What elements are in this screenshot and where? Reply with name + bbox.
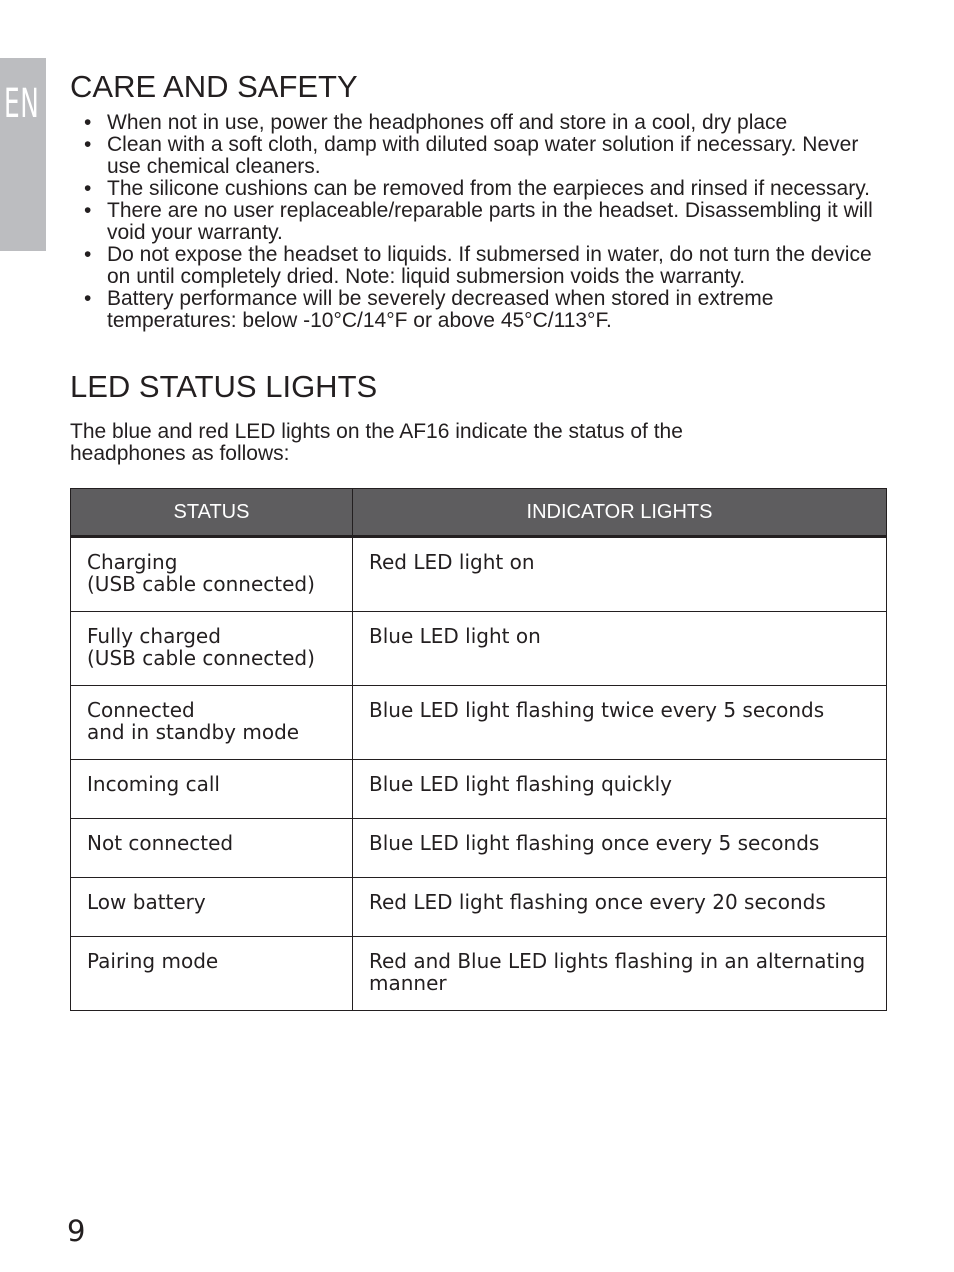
status-cell: [71, 937, 353, 1011]
status-column-header: STATUS: [71, 489, 353, 537]
care-item-text: Clean with a soft cloth, damp with diluted soap water solution if necessary. Never use chemical cleaners.: [107, 133, 859, 178]
status-line: Connected: [87, 698, 195, 722]
table-row: [71, 612, 887, 686]
led-heading: LED STATUS LIGHTS: [70, 369, 378, 404]
care-item: [70, 244, 886, 288]
table-row: [71, 686, 887, 760]
indicator-cell: Blue LED light flashing twice every 5 seconds: [353, 686, 887, 760]
status-line: Incoming call: [87, 772, 220, 796]
status-line: Fully charged: [87, 624, 221, 648]
care-item: [70, 200, 886, 244]
care-heading: CARE AND SAFETY: [70, 69, 358, 104]
indicator-cell: Blue LED light flashing once every 5 seconds: [353, 819, 887, 878]
table-row: [71, 537, 887, 612]
indicator-cell: Blue LED light on: [353, 612, 887, 686]
status-cell: [71, 819, 353, 878]
care-item-text: Battery performance will be severely decreased when stored in extreme temperatures: below -10°C/14°F or above 45°C/113°F.: [107, 287, 774, 332]
status-line: (USB cable connected): [87, 572, 315, 596]
table-row: [71, 878, 887, 937]
indicator-cell: Blue LED light flashing quickly: [353, 760, 887, 819]
status-cell: [71, 612, 353, 686]
status-cell: [71, 878, 353, 937]
bullet: •: [84, 287, 92, 310]
table-row: [71, 937, 887, 1011]
language-tab-label: EN: [4, 81, 40, 127]
care-item-text: The silicone cushions can be removed from the earpieces and rinsed if necessary.: [107, 177, 871, 200]
status-line: Charging: [87, 550, 178, 574]
status-line: Pairing mode: [87, 949, 219, 973]
care-item: [70, 134, 886, 178]
status-line: Low battery: [87, 890, 206, 914]
bullet: •: [84, 133, 92, 156]
indicator-cell: Red and Blue LED lights flashing in an alternating manner: [353, 937, 887, 1011]
status-cell: [71, 537, 353, 612]
indicator-cell: Red LED light on: [353, 537, 887, 612]
status-line: Not connected: [87, 831, 234, 855]
indicator-cell: Red LED light flashing once every 20 seconds: [353, 878, 887, 937]
care-item-text: When not in use, power the headphones off and store in a cool, dry place: [107, 111, 788, 134]
status-line: and in standby mode: [87, 720, 300, 744]
led-intro: The blue and red LED lights on the AF16 indicate the status of the headphones as follows:: [70, 420, 683, 465]
care-item-text: There are no user replaceable/reparable parts in the headset. Disassembling it will void your warranty.: [107, 199, 873, 244]
care-item: [70, 112, 886, 134]
care-list: [70, 112, 886, 332]
bullet: •: [84, 243, 92, 266]
page-number: 9: [67, 1214, 86, 1248]
table-header-row: [71, 489, 887, 537]
bullet: •: [84, 177, 92, 200]
bullet: •: [84, 111, 92, 134]
page-content: [70, 68, 886, 1011]
status-cell: [71, 760, 353, 819]
status-line: (USB cable connected): [87, 646, 315, 670]
indicator-column-header: INDICATOR LIGHTS: [353, 489, 887, 537]
bullet: •: [84, 199, 92, 222]
status-cell: [71, 686, 353, 760]
care-item: [70, 288, 886, 332]
led-status-table: [70, 488, 887, 1011]
language-tab: [0, 58, 46, 251]
care-item-text: Do not expose the headset to liquids. If submersed in water, do not turn the device on until completely dried. Note: liquid submersion voids the warranty.: [107, 243, 872, 288]
care-item: [70, 178, 886, 200]
table-row: [71, 760, 887, 819]
table-row: [71, 819, 887, 878]
